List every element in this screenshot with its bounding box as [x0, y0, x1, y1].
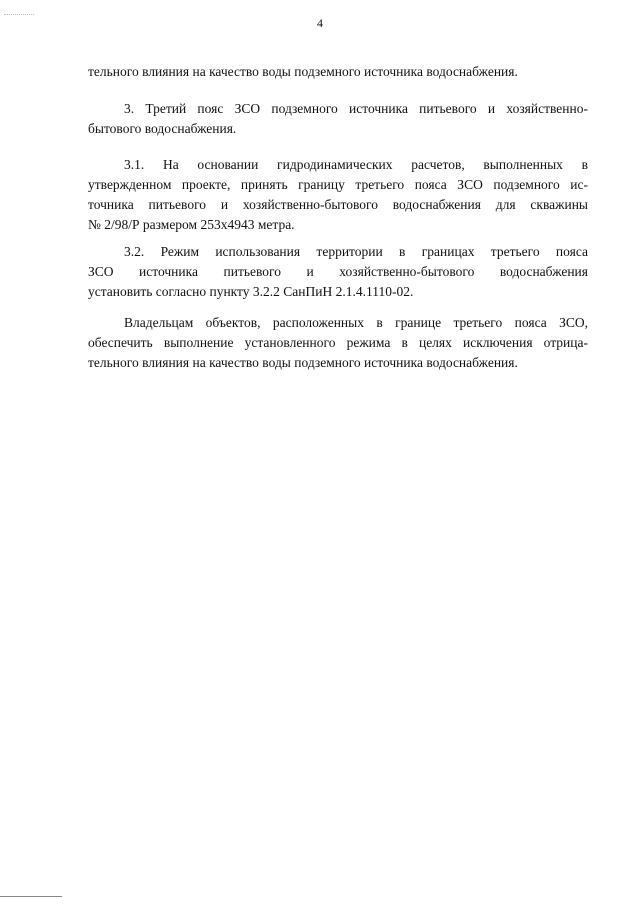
paragraph-line: 3.1. На основании гидродинамических расчетов, выполненных в	[124, 157, 588, 172]
paragraph-line: Владельцам объектов, расположенных в границе третьего пояса ЗСО,	[124, 315, 588, 330]
paragraph-line: 3. Третий пояс ЗСО подземного источника питьевого и хозяйственно-	[124, 101, 588, 116]
paragraph-line: № 2/98/Р размером 253х4943 метра.	[88, 217, 295, 232]
paragraph-line: утвержденном проекте, принять границу третьего пояса ЗСО подземного ис-	[88, 177, 588, 192]
paragraph-owners-obligation	[88, 313, 588, 373]
paragraph-section-3-1	[88, 155, 588, 235]
paragraph-continuation	[88, 62, 588, 82]
paragraph-line: обеспечить выполнение установленного режима в целях исключения отрица-	[88, 335, 588, 350]
paragraph-line: бытового водоснабжения.	[88, 121, 237, 136]
paragraph-section-3-heading	[88, 99, 588, 139]
footer-rule	[0, 896, 62, 897]
paragraph-line: тельного влияния на качество воды подземного источника водоснабжения.	[88, 355, 518, 370]
paragraph-line: точника питьевого и хозяйственно-бытового водоснабжения для скважины	[88, 197, 588, 212]
page-number: 4	[317, 16, 323, 30]
paragraph-line: ЗСО источника питьевого и хозяйственно-бытового водоснабжения	[88, 264, 588, 279]
paragraph-line: 3.2. Режим использования территории в границах третьего пояса	[124, 244, 588, 259]
paragraph-line: установить согласно пункту 3.2.2 СанПиН 2.1.4.1110-02.	[88, 284, 414, 299]
paragraph-line: тельного влияния на качество воды подземного источника водоснабжения.	[88, 64, 518, 79]
paragraph-section-3-2	[88, 242, 588, 302]
